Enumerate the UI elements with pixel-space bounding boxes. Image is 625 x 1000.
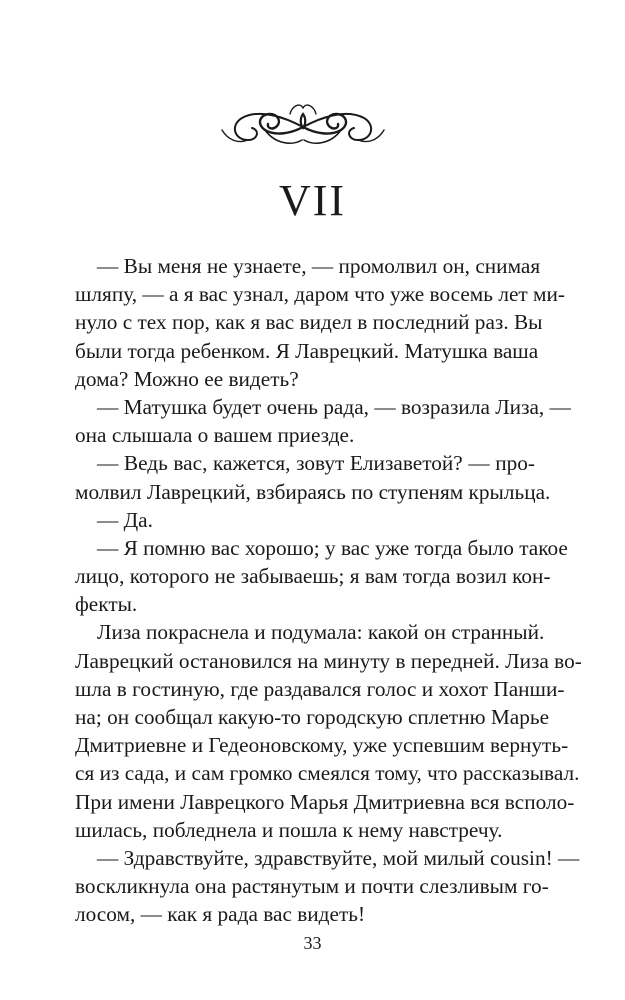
- text-line: — Матушка будет очень рада, — возразила Лиза, —: [97, 394, 571, 419]
- chapter-text: [75, 252, 582, 929]
- chapter-title: VII: [278, 176, 347, 225]
- text-line: — Ведь вас, кажется, зовут Елизаветой? — про-: [97, 451, 535, 476]
- text-line: воскликнула она растянутым и почти слезливым го-: [75, 874, 549, 899]
- text-line: нуло с тех пор, как я вас видел в последний раз. Вы: [75, 310, 543, 335]
- text-line: шла в гостиную, где раздавался голос и хохот Панши-: [75, 676, 565, 701]
- text-line: При имени Лаврецкого Марья Дмитриевна вся всполо-: [75, 789, 575, 814]
- page-number: 33: [303, 933, 322, 953]
- text-line: — Да.: [97, 507, 153, 532]
- text-line: лосом, — как я рада вас видеть!: [75, 902, 366, 927]
- text-line: она слышала о вашем приезде.: [75, 423, 355, 448]
- text-line: были тогда ребенком. Я Лаврецкий. Матушка ваша: [75, 338, 539, 363]
- text-line: Лаврецкий остановился на минуту в передней. Лиза во-: [75, 648, 582, 673]
- text-line: на; он сообщал какую-то городскую сплетню Марье: [75, 705, 550, 729]
- text-line: Дмитриевне и Гедеоновскому, уже успевшим вернуть-: [75, 733, 569, 758]
- text-line: ся из сада, и сам громко смеялся тому, что рассказывал.: [75, 761, 580, 786]
- text-line: — Вы меня не узнаете, — промолвил он, снимая: [97, 254, 541, 278]
- flourish-ornament-icon: [220, 100, 386, 158]
- text-line: фекты.: [75, 592, 138, 617]
- text-line: дома? Можно ее видеть?: [75, 366, 299, 391]
- text-line: — Здравствуйте, здравствуйте, мой милый cousin! —: [97, 845, 580, 870]
- text-line: молвил Лаврецкий, взбираясь по ступеням крыльца.: [75, 479, 551, 504]
- text-line: — Я помню вас хорошо; у вас уже тогда было такое: [97, 535, 568, 560]
- text-line: шилась, побледнела и пошла к нему навстречу.: [75, 817, 503, 842]
- text-line: шляпу, — а я вас узнал, даром что уже восемь лет ми-: [75, 282, 565, 307]
- text-line: лицо, которого не забываешь; я вам тогда возил кон-: [75, 564, 551, 589]
- text-line: Лиза покраснела и подумала: какой он странный.: [97, 620, 545, 645]
